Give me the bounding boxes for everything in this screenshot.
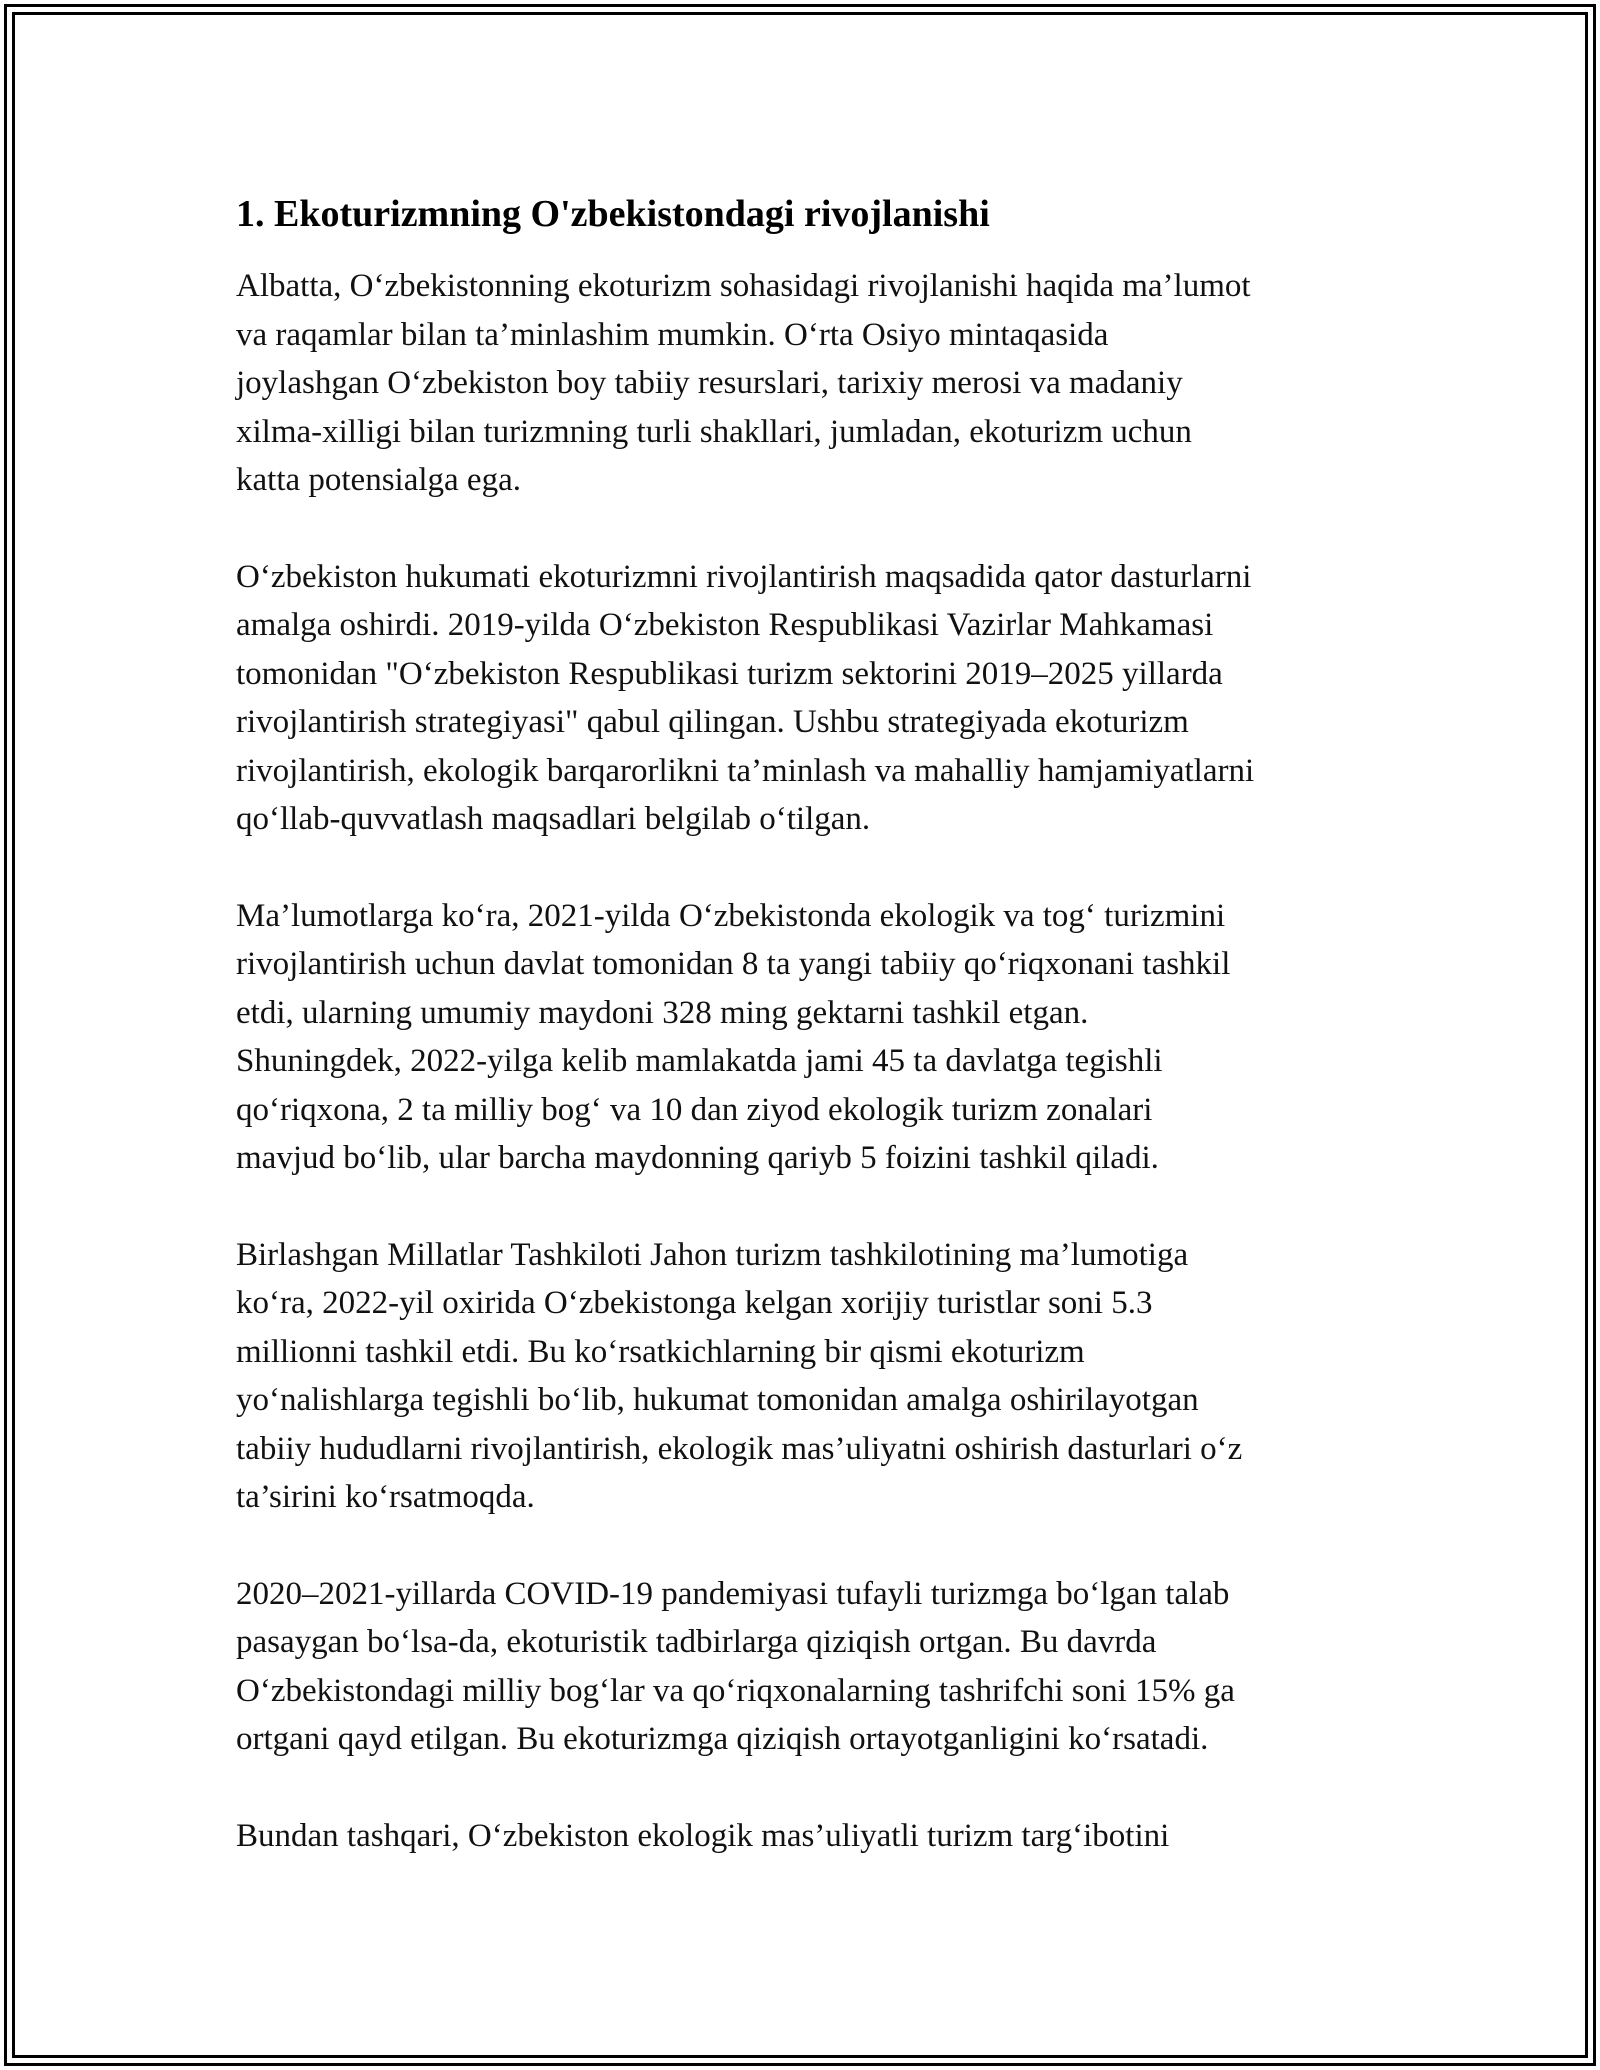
paragraph-4 xyxy=(236,1231,1386,1522)
paragraph-list xyxy=(236,262,1386,1860)
paragraph-6 xyxy=(236,1812,1386,1861)
paragraph-line: Birlashgan Millatlar Tashkiloti Jahon turizm tashkilotining ma’lumotiga xyxy=(236,1236,1189,1273)
document-body xyxy=(236,188,1386,1908)
paragraph-line: yo‘nalishlarga tegishli bo‘lib, hukumat tomonidan amalga oshirilayotgan xyxy=(236,1382,1199,1418)
paragraph-line: qo‘llab-quvvatlash maqsadlari belgilab o‘tilgan. xyxy=(236,801,871,837)
paragraph-line: va raqamlar bilan ta’minlashim mumkin. O‘rta Osiyo mintaqasida xyxy=(236,316,1109,353)
paragraph-line: Albatta, O‘zbekistonning ekoturizm sohasidagi rivojlanishi haqida ma’lumot xyxy=(236,268,1251,304)
paragraph-line: rivojlantirish strategiyasi" qabul qilingan. Ushbu strategiyada ekoturizm xyxy=(236,704,1189,740)
paragraph-line: etdi, ularning umumiy maydoni 328 ming gektarni tashkil etgan. xyxy=(236,994,1089,1031)
paragraph-5 xyxy=(236,1570,1386,1764)
paragraph-line: 2020–2021-yillarda COVID-19 pandemiyasi tufayli turizmga bo‘lgan talab xyxy=(236,1575,1230,1612)
paragraph-line: millionni tashkil etdi. Bu ko‘rsatkichlarning bir qismi ekoturizm xyxy=(236,1333,1085,1370)
paragraph-3 xyxy=(236,892,1386,1183)
paragraph-line: tomonidan "O‘zbekiston Respublikasi turizm sektorini 2019–2025 yillarda xyxy=(236,655,1223,692)
paragraph-line: rivojlantirish, ekologik barqarorlikni ta’minlash va mahalliy hamjamiyatlarni xyxy=(236,752,1255,789)
paragraph-line: tabiiy hududlarni rivojlantirish, ekologik mas’uliyatni oshirish dasturlari o‘z xyxy=(236,1430,1243,1467)
paragraph-line: O‘zbekistondagi milliy bog‘lar va qo‘riqxonalarning tashrifchi soni 15% ga xyxy=(236,1672,1235,1709)
paragraph-line: xilma-xilligi bilan turizmning turli shakllari, jumladan, ekoturizm uchun xyxy=(236,413,1192,450)
paragraph-line: mavjud bo‘lib, ular barcha maydonning qariyb 5 foizini tashkil qiladi. xyxy=(236,1140,1159,1176)
paragraph-line: O‘zbekiston hukumati ekoturizmni rivojlantirish maqsadida qator dasturlarni xyxy=(236,558,1252,595)
section-heading: 1. Ekoturizmning O'zbekistondagi rivojlanishi xyxy=(236,193,990,235)
paragraph-line: ortgani qayd etilgan. Bu ekoturizmga qiziqish ortayotganligini ko‘rsatadi. xyxy=(236,1721,1209,1757)
paragraph-line: Shuningdek, 2022-yilga kelib mamlakatda jami 45 ta davlatga tegishli xyxy=(236,1043,1163,1079)
paragraph-line: joylashgan O‘zbekiston boy tabiiy resurslari, tarixiy merosi va madaniy xyxy=(236,365,1183,401)
paragraph-2 xyxy=(236,553,1386,844)
paragraph-line: amalga oshirdi. 2019-yilda O‘zbekiston Respublikasi Vazirlar Mahkamasi xyxy=(236,607,1214,643)
paragraph-line: ko‘ra, 2022-yil oxirida O‘zbekistonga kelgan xorijiy turistlar soni 5.3 xyxy=(236,1285,1153,1321)
paragraph-line: qo‘riqxona, 2 ta milliy bog‘ va 10 dan ziyod ekologik turizm zonalari xyxy=(236,1091,1153,1128)
paragraph-line: rivojlantirish uchun davlat tomonidan 8 ta yangi tabiiy qo‘riqxonani tashkil xyxy=(236,946,1231,982)
paragraph-line: ta’sirini ko‘rsatmoqda. xyxy=(236,1479,535,1515)
paragraph-line: katta potensialga ega. xyxy=(236,462,521,498)
paragraph-line: Bundan tashqari, O‘zbekiston ekologik mas’uliyatli turizm targ‘ibotini xyxy=(236,1817,1170,1854)
paragraph-line: Ma’lumotlarga ko‘ra, 2021-yilda O‘zbekistonda ekologik va tog‘ turizmini xyxy=(236,897,1226,934)
paragraph-line: pasaygan bo‘lsa-da, ekoturistik tadbirlarga qiziqish ortgan. Bu davrda xyxy=(236,1624,1157,1660)
paragraph-1 xyxy=(236,262,1386,505)
